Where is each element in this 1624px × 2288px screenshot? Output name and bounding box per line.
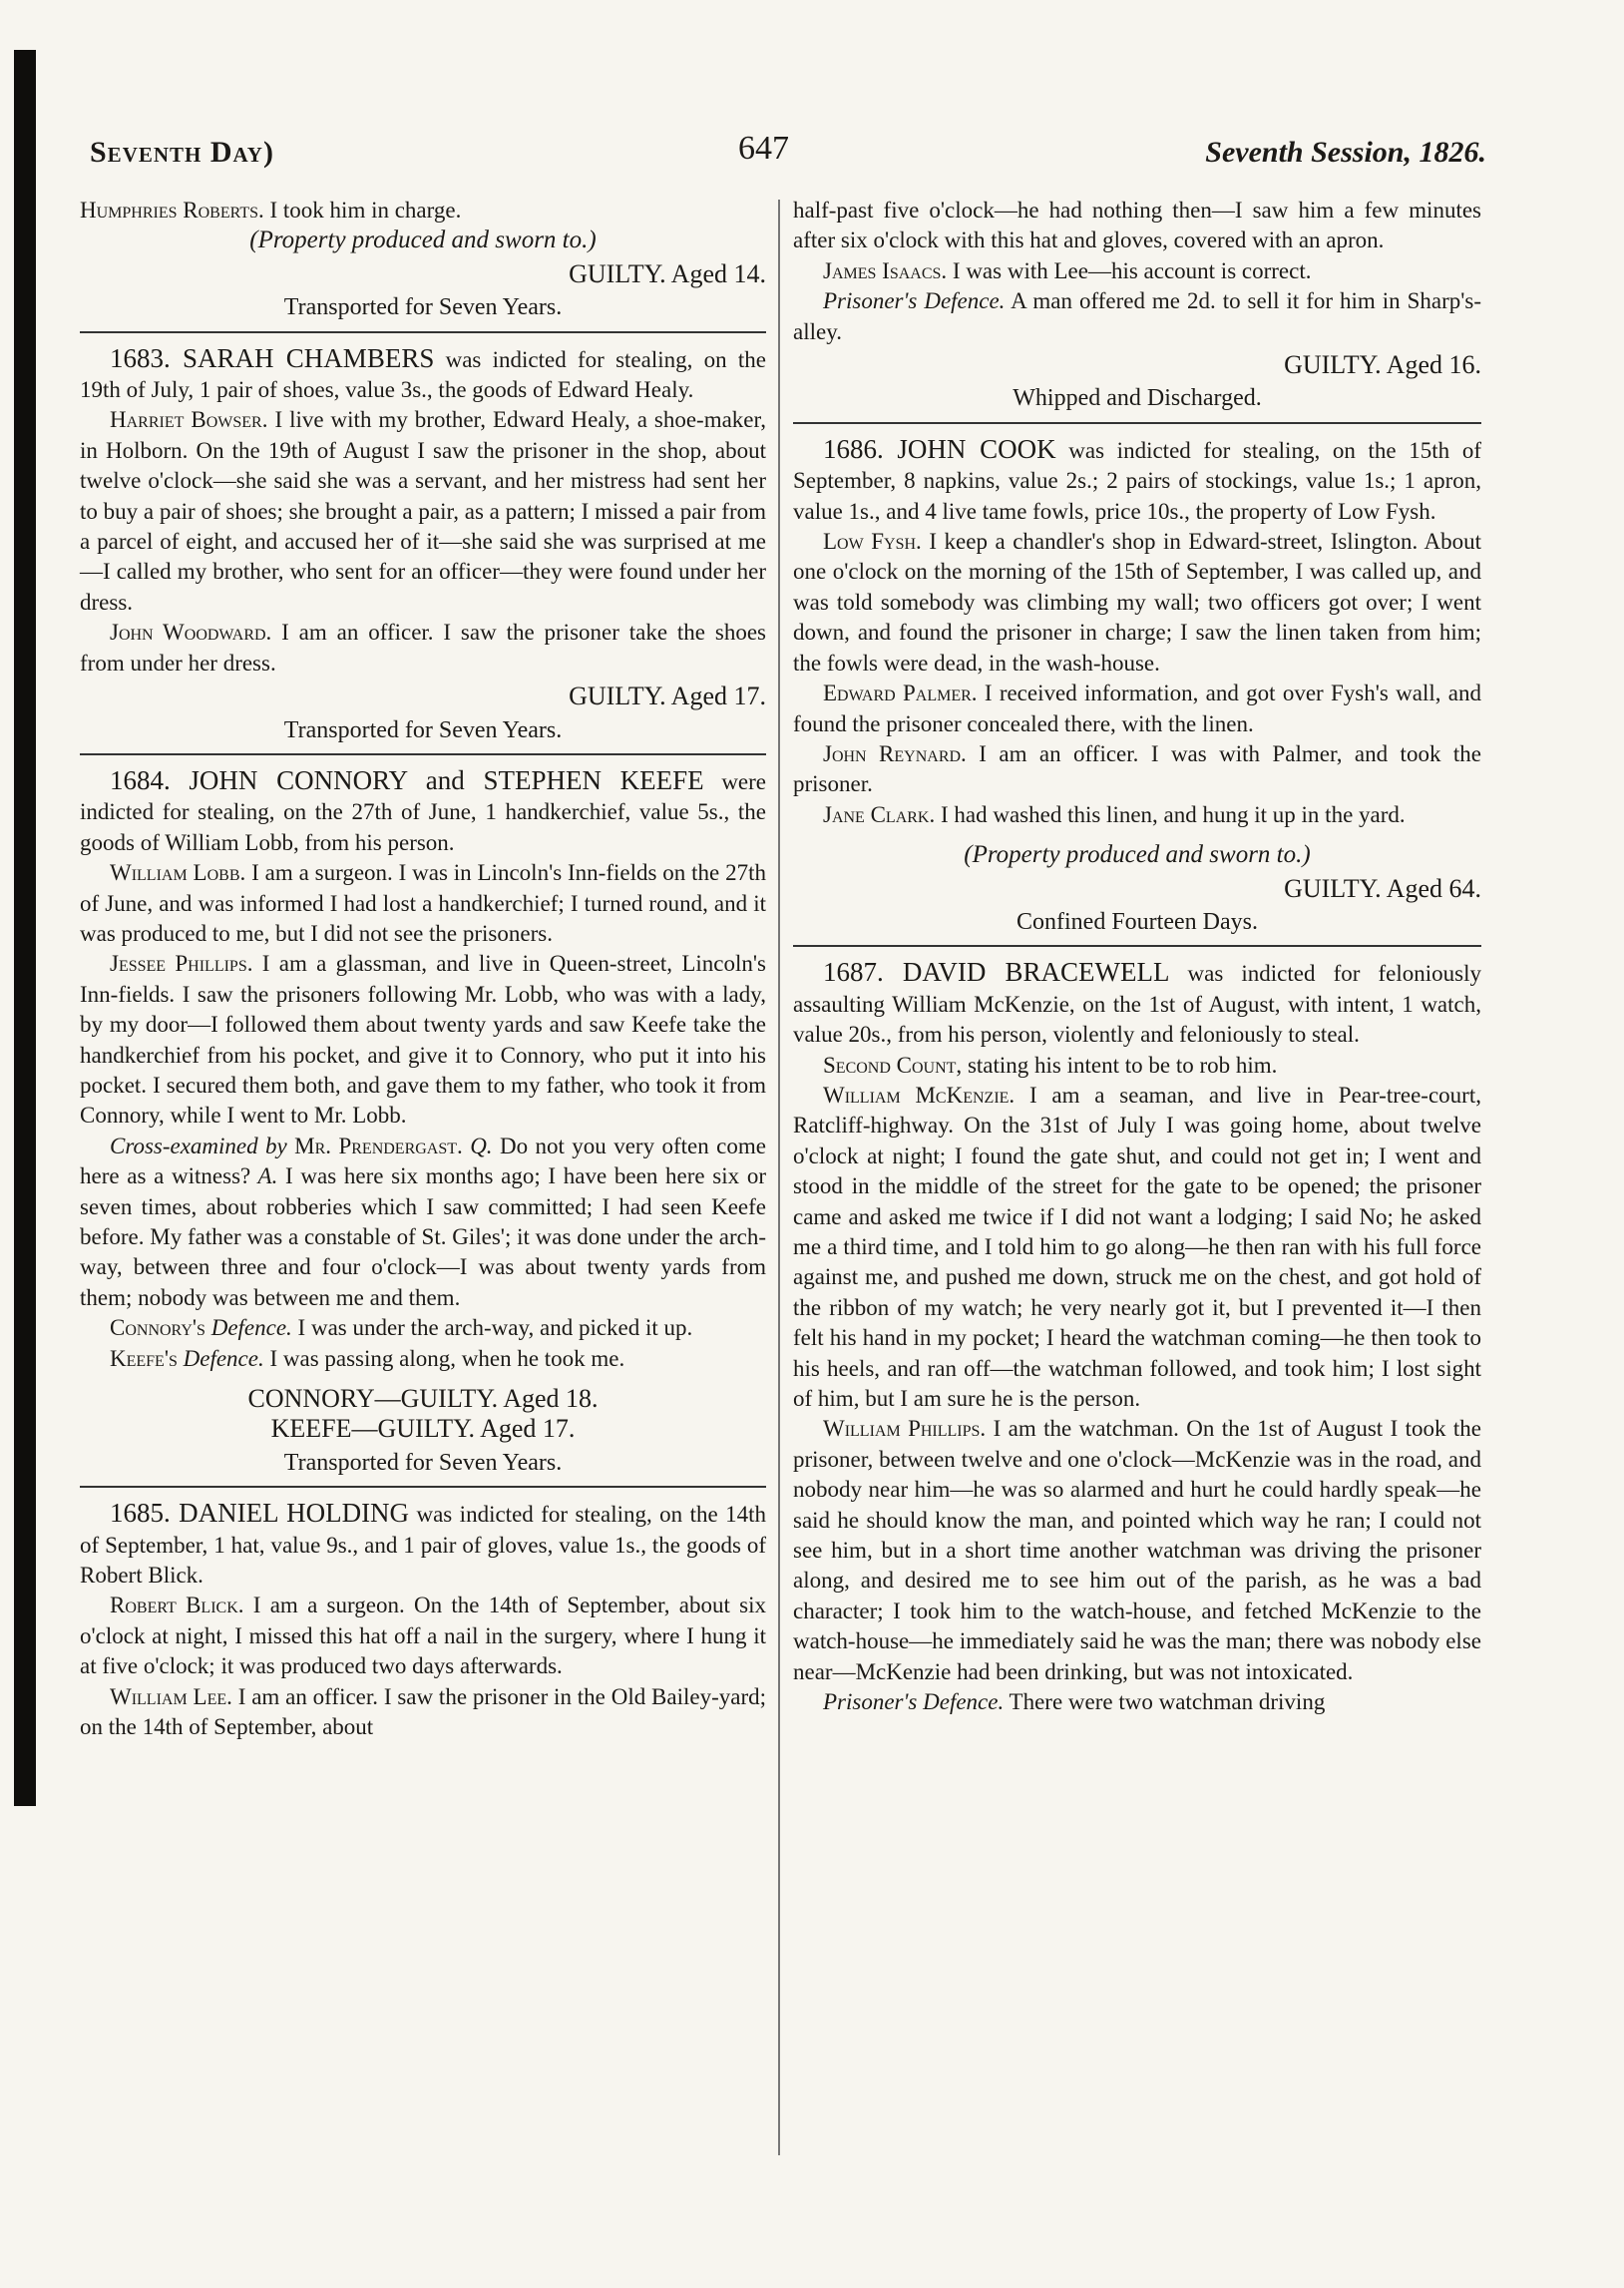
testimony xyxy=(80,949,766,1131)
testimony-text: I am a surgeon. I was in Lincoln's Inn-fields on the 27th of June, and was informed I had lost a handkerchief; I turned round, and it was produced to me, but I did not see the prisoners. xyxy=(80,860,766,946)
case-separator xyxy=(793,945,1481,947)
binding-edge-bar xyxy=(14,50,36,1806)
sentence: Transported for Seven Years. xyxy=(283,716,563,743)
witness-name: Jessee Phillips. xyxy=(110,951,253,977)
witness-name: John Woodward. xyxy=(110,620,272,646)
case-title: 1686. JOHN COOK xyxy=(823,433,1056,464)
testimony-text: I took him in charge. xyxy=(263,198,462,223)
case-title: 1685. DANIEL HOLDING xyxy=(110,1498,410,1529)
sentence: Transported for Seven Years. xyxy=(283,1449,563,1476)
case-1686-indictment xyxy=(793,434,1481,527)
testimony xyxy=(793,1081,1481,1414)
witness-name: William Lee. xyxy=(110,1683,232,1709)
defence-label: Defence. xyxy=(204,1315,292,1341)
testimony xyxy=(80,196,766,226)
cross-label: Cross-examined by xyxy=(110,1133,287,1158)
witness-name: Robert Blick. xyxy=(110,1593,244,1618)
verdict: GUILTY. Aged 64. xyxy=(1284,873,1481,903)
defence-label: Defence. xyxy=(177,1345,264,1371)
answer-marker: A. xyxy=(250,1163,278,1189)
testimony-text: I keep a chandler's shop in Edward-street, Islington. About one o'clock on the morning of the 15th of September, I was called up, and was told somebody was climbing my wall; two officers got over; I went down, and found the prisoner in charge; I saw the linen taken from him; the fowls were dead, in the wash-house. xyxy=(793,529,1481,676)
testimony-text: I had washed this linen, and hung it up in the yard. xyxy=(935,801,1406,827)
testimony xyxy=(793,527,1481,679)
right-column xyxy=(793,196,1481,1718)
case-1683-indictment xyxy=(80,343,766,406)
testimony-continued: half-past five o'clock—he had nothing then—I saw him a few minutes after six o'clock with this hat and gloves, covered with an apron. xyxy=(793,198,1481,253)
header-session: Seventh Session, 1826. xyxy=(1205,136,1486,169)
testimony-text: I received information, and got over Fysh's wall, and found the prisoner concealed there, with the linen. xyxy=(793,681,1481,736)
testimony-text: I am an officer. I saw the prisoner in the Old Bailey-yard; on the 14th of September, about xyxy=(80,1683,766,1740)
verdict: GUILTY. Aged 17. xyxy=(569,682,766,711)
case-1687-indictment xyxy=(793,957,1481,1050)
answer-text: I was here six months ago; I have been here six or seven times, about robberies which I saw committed; I had seen Keefe before. My father was a constable of St. Giles'; it was done under the arch-way, between three and four o'clock—I was about twenty yards from them; nobody was between me and them. xyxy=(80,1163,767,1310)
case-separator xyxy=(793,422,1481,424)
testimony xyxy=(793,1414,1481,1687)
defence-text: I was passing along, when he took me. xyxy=(263,1345,625,1371)
sentence: Confined Fourteen Days. xyxy=(1016,908,1258,935)
witness-name: Harriet Bowser. xyxy=(110,407,268,433)
case-separator xyxy=(80,1486,766,1488)
witness-name: Low Fysh. xyxy=(823,529,922,555)
defence-label: Prisoner's Defence. xyxy=(823,1689,1005,1715)
witness-name: John Reynard. xyxy=(823,740,967,766)
testimony-text: I am a surgeon. On the 14th of September, about six o'clock at night, I missed this hat off a nail in the surgery, where I hung it at five o'clock; it was produced two days afterwards. xyxy=(80,1593,766,1679)
defence xyxy=(80,1313,766,1343)
witness-name: William Lobb. xyxy=(110,860,246,886)
left-column xyxy=(80,196,766,1743)
indictment-text: were indicted for stealing, on the 27th of June, 1 handkerchief, value 5s., the goods of William Lobb, from his person. xyxy=(80,768,767,855)
testimony-text: I was with Lee—his account is correct. xyxy=(947,257,1312,283)
case-title: 1683. SARAH CHAMBERS xyxy=(110,342,435,373)
testimony-text: I am an officer. I saw the prisoner take the shoes from under her dress. xyxy=(80,620,766,676)
indictment-text: was indicted for stealing, on the 15th of September, 8 napkins, value 2s.; 2 pairs of stockings, value 1s.; 1 apron, value 1s., and 4 live tame fowls, price 10s., the property of Low Fysh. xyxy=(793,437,1481,524)
testimony-text: I am the watchman. On the 1st of August I took the prisoner, between twelve and one o'clock—McKenzie was in the road, and nobody near him—he was so alarmed and hurt he could hardly speak—he said he should know the man, and pointed which way he ran; I could not see him, but in a short time another watchman was driving the prisoner along, and desired me to see him out of the parish, as he was a bad character; I took him to the watch-house, and fetched McKenzie to the watch-house—he immediately said he was the man; there was nobody else near—McKenzie had been drinking, but was not intoxicated. xyxy=(793,1416,1481,1684)
testimony-text: I am a glassman, and live in Queen-street, Lincoln's Inn-fields. I saw the prisoners following Mr. Lobb, who was with a lady, by my door—I followed them about twenty yards and saw Keefe take the handkerchief from his pocket, and give it to Connory, who put it into his pocket. I secured them both, and gave them to my father, who took it from Connory, while I went to Mr. Lobb. xyxy=(80,951,766,1129)
testimony xyxy=(80,1682,766,1743)
testimony xyxy=(80,1591,766,1681)
defence xyxy=(793,1687,1481,1717)
testimony xyxy=(793,679,1481,739)
indictment-text: was indicted for stealing, on the 19th of July, 1 pair of shoes, value 3s., the goods of Edward Healy. xyxy=(80,346,766,403)
defence-text: A man offered me 2d. to sell it for him in Sharp's-alley. xyxy=(793,288,1481,344)
witness-name: Jane Clark. xyxy=(823,801,936,827)
defence-label: Prisoner's Defence. xyxy=(823,288,1006,314)
case-title: 1687. DAVID BRACEWELL xyxy=(823,957,1170,988)
case-title: 1684. JOHN CONNORY and STEPHEN KEEFE xyxy=(110,764,704,795)
counsel-name: Mr. Prendergast. xyxy=(286,1133,463,1158)
testimony-text: I am a seaman, and live in Pear-tree-court, Ratcliff-highway. On the 31st of July I was going home, about twelve o'clock at night; I found the gate shut, and could not get in; I went and stood in the middle of the street for the gate to be opened; the prisoner came and asked me twice if I did not want a lodging; I said No; he asked me a third time, and I told him to go along—he then ran with his full force against me, and pushed me down, struck me on the chest, and got hold of the ribbon of my watch; he very nearly got it, but I prevented it—I then felt his hand in my pocket; I heard the watchman coming—he then took to his heels, and ran off—the watchman followed, and took him; I lost sight of him, but I am sure he is the person. xyxy=(793,1082,1481,1412)
second-count xyxy=(793,1051,1481,1081)
cross-examination xyxy=(80,1132,766,1313)
property-produced-note: (Property produced and sworn to.) xyxy=(249,227,597,254)
witness-name: Humphries Roberts. xyxy=(80,198,264,223)
testimony xyxy=(793,800,1481,830)
verdict: CONNORY—GUILTY. Aged 18. xyxy=(247,1384,599,1414)
testimony xyxy=(793,256,1481,286)
sentence: Transported for Seven Years. xyxy=(283,294,563,321)
testimony xyxy=(80,858,766,949)
defendant-name: Connory's xyxy=(110,1315,205,1341)
witness-name: Edward Palmer. xyxy=(823,681,978,706)
verdict: KEEFE—GUILTY. Aged 17. xyxy=(270,1414,576,1444)
indictment-text: was indicted for stealing, on the 14th of September, 1 hat, value 9s., and 1 pair of gloves, value 1s., the goods of Robert Blick. xyxy=(80,1502,767,1589)
defence xyxy=(793,286,1481,347)
defence-text: There were two watchman driving xyxy=(1004,1689,1326,1715)
case-1685-indictment xyxy=(80,1498,766,1591)
witness-name: William Phillips. xyxy=(823,1416,987,1442)
question-marker: Q. xyxy=(462,1133,493,1158)
witness-name: James Isaacs. xyxy=(823,257,948,283)
testimony-text: I am an officer. I was with Palmer, and took the prisoner. xyxy=(793,740,1481,797)
running-header xyxy=(90,128,1486,178)
testimony xyxy=(793,739,1481,800)
header-day: Seventh Day) xyxy=(90,136,274,169)
verdict: GUILTY. Aged 16. xyxy=(1284,350,1481,380)
sentence: Whipped and Discharged. xyxy=(1013,385,1262,412)
property-produced-note: (Property produced and sworn to.) xyxy=(964,841,1311,869)
verdict: GUILTY. Aged 14. xyxy=(569,258,766,288)
count-label: Second Count, xyxy=(823,1052,963,1078)
testimony xyxy=(80,405,766,618)
defence-text: I was under the arch-way, and picked it up. xyxy=(291,1315,693,1341)
question-text: Do not you very often come here as a witness? xyxy=(80,1133,766,1189)
defence xyxy=(80,1344,766,1374)
case-1684-indictment xyxy=(80,765,766,858)
case-separator xyxy=(80,331,766,333)
count-text: stating his intent to be to rob him. xyxy=(962,1052,1278,1078)
column-divider xyxy=(778,200,780,2155)
testimony-text: I live with my brother, Edward Healy, a shoe-maker, in Holborn. On the 19th of August I saw the prisoner in the shop, about twelve o'clock—she said she was a servant, and her mistress had sent her to buy a pair of shoes; she brought a pair, as a pattern; I missed a pair from a parcel of eight, and accused her of it—she said she was surprised at me—I called my brother, who sent for an officer—they were found under her dress. xyxy=(80,407,766,615)
witness-name: William McKenzie. xyxy=(823,1082,1015,1108)
indictment-text: was indicted for feloniously assaulting William McKenzie, on the 1st of August, with intent, 1 watch, value 20s., from his person, violently and feloniously to steal. xyxy=(793,961,1481,1048)
defendant-name: Keefe's xyxy=(110,1345,178,1371)
testimony xyxy=(80,618,766,679)
case-separator xyxy=(80,753,766,755)
page-number: 647 xyxy=(738,130,789,167)
